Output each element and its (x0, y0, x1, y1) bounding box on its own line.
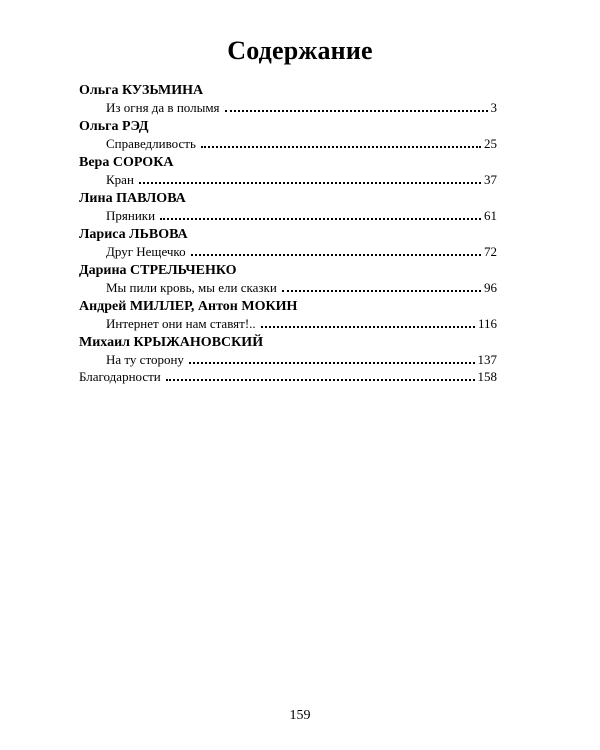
author-name: Лина ПАВЛОВА (79, 191, 186, 206)
work-title: Мы пили кровь, мы ели сказки (106, 280, 277, 295)
dot-leader (191, 254, 481, 256)
dot-leader (139, 182, 481, 184)
toc-entry[interactable] (79, 171, 497, 188)
page-number: 159 (289, 708, 311, 723)
entry-page-number: 37 (484, 172, 497, 187)
author-name: Ольга РЭД (79, 119, 149, 134)
work-title: Пряники (106, 208, 156, 223)
author-name: Михаил КРЫЖАНОВСКИЙ (79, 335, 264, 350)
entry-page-number: 72 (484, 244, 497, 259)
toc-entry[interactable] (79, 135, 497, 152)
toc-section (79, 299, 497, 332)
entry-page-number: 96 (484, 280, 497, 295)
entry-page-number: 137 (477, 352, 497, 367)
work-title: Интернет они нам ставят!.. (106, 316, 256, 331)
toc-section (79, 83, 497, 116)
entry-page-number: 61 (484, 208, 497, 223)
toc-entry[interactable] (79, 207, 497, 224)
dot-leader (282, 290, 481, 292)
dot-leader (225, 110, 488, 112)
acknowledgements-label: Благодарности (79, 369, 161, 384)
entry-page-number: 116 (477, 316, 497, 331)
work-title: Из огня да в полымя (106, 100, 220, 115)
entry-page-number: 25 (484, 136, 497, 151)
work-title: Друг Нещечко (106, 244, 186, 259)
dot-leader (261, 326, 475, 328)
page-title: Содержание (227, 36, 373, 65)
dot-leader (201, 146, 481, 148)
dot-leader (166, 379, 475, 381)
entry-page-number: 3 (490, 100, 497, 115)
toc-section (79, 227, 497, 260)
table-of-contents (79, 83, 497, 388)
toc-entry[interactable] (79, 99, 497, 116)
toc-section (79, 155, 497, 188)
author-name: Дарина СТРЕЛЬЧЕНКО (79, 263, 237, 278)
author-name: Андрей МИЛЛЕР, Антон МОКИН (79, 299, 298, 314)
toc-entry-acknowledgements[interactable] (79, 368, 497, 385)
toc-section (79, 191, 497, 224)
toc-entry[interactable] (79, 279, 497, 296)
work-title: Справедливость (106, 136, 196, 151)
toc-entry[interactable] (79, 351, 497, 368)
toc-entry[interactable] (79, 243, 497, 260)
author-name: Вера СОРОКА (79, 155, 174, 170)
toc-entry[interactable] (79, 315, 497, 332)
dot-leader (160, 218, 481, 220)
work-title: Кран (106, 172, 134, 187)
author-name: Лариса ЛЬВОВА (79, 227, 188, 242)
toc-section (79, 335, 497, 385)
entry-page-number: 158 (477, 369, 497, 384)
dot-leader (189, 362, 475, 364)
toc-section (79, 119, 497, 152)
author-name: Ольга КУЗЬМИНА (79, 83, 204, 98)
toc-section (79, 263, 497, 296)
work-title: На ту сторону (106, 352, 184, 367)
